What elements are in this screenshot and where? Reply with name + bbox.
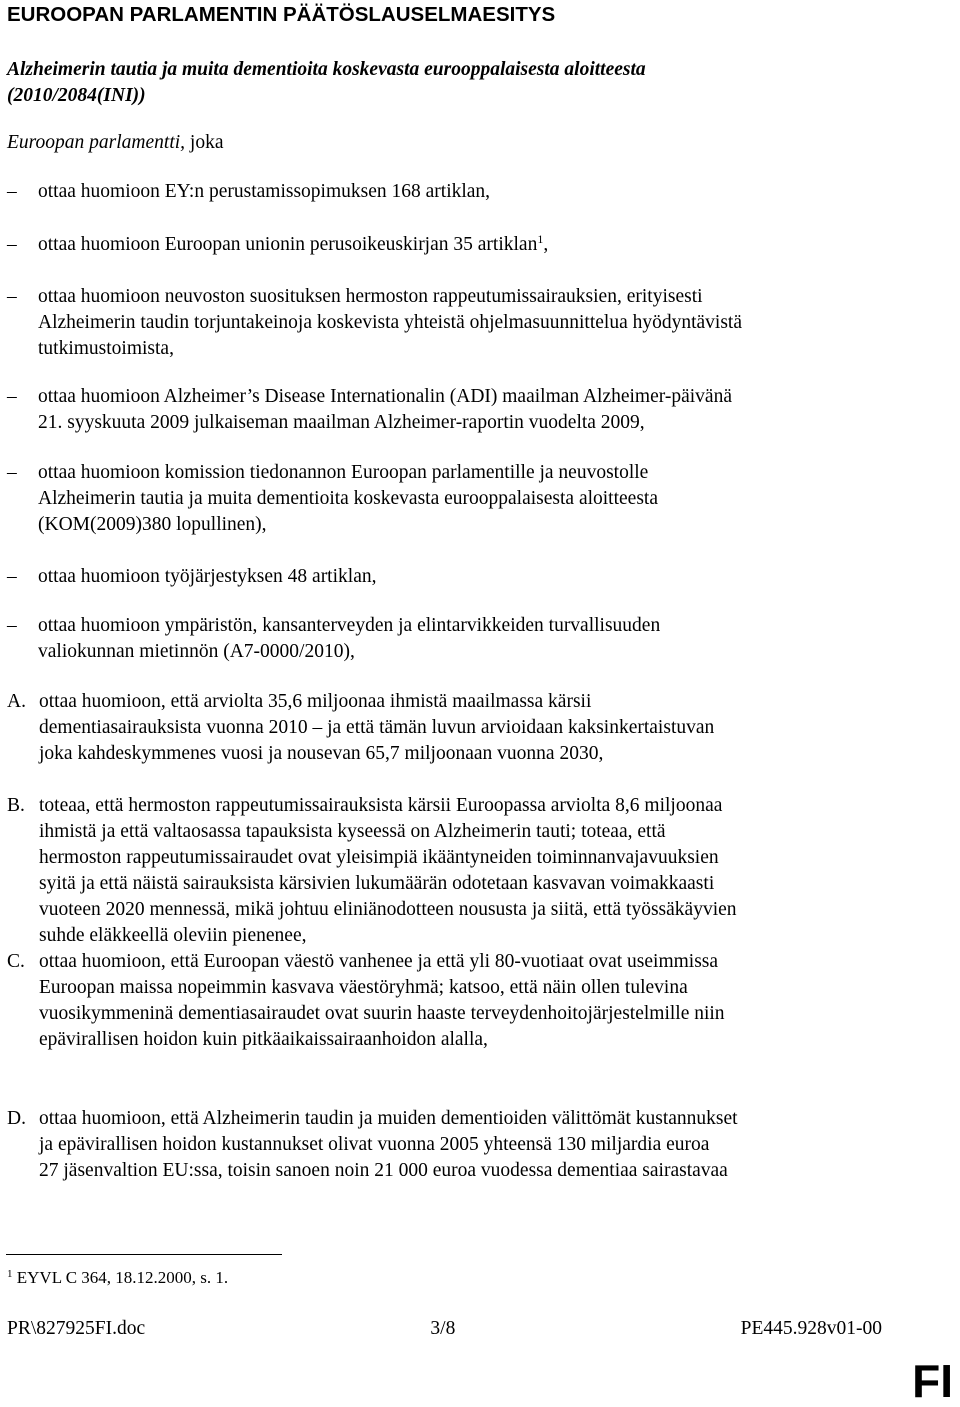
page-footer (7, 1316, 882, 1340)
citation-item (7, 384, 902, 436)
recital-line: toteaa, että hermoston rappeutumissairauksista kärsii Euroopassa arviolta 8,6 miljoonaa (39, 795, 723, 816)
citation-line: ottaa huomioon ympäristön, kansanterveyden ja elintarvikkeiden turvallisuuden (38, 615, 661, 636)
recital-item (7, 949, 902, 1053)
footnote (7, 1267, 607, 1289)
recital-line: 27 jäsenvaltion EU:ssa, toisin sanoen noin 21 000 euroa vuodessa dementiaa sairastavaa (39, 1160, 728, 1181)
footnote-separator (6, 1254, 282, 1255)
citation-line: ottaa huomioon neuvoston suosituksen hermoston rappeutumissairauksien, erityisesti (38, 286, 703, 307)
citation-line: Alzheimerin taudin torjuntakeinoja koskevista yhteistä ohjelmasuunnittelua hyödyntävistä (38, 312, 743, 333)
recital-line: syitä ja että näistä sairauksista kärsivien lukumäärän odotetaan kasvavan voimakkaasti (39, 873, 715, 894)
recital-line: Euroopan maissa nopeimmin kasvava väestöryhmä; katsoo, että näin ollen tulevina (39, 977, 688, 998)
citation-line: ottaa huomioon komission tiedonannon Euroopan parlamentille ja neuvostolle (38, 462, 649, 483)
citation-line: (KOM(2009)380 lopullinen), (38, 514, 267, 535)
citation-item (7, 179, 902, 205)
subtitle-line: Alzheimerin tautia ja muita dementioita koskevasta eurooppalaisesta aloitteesta (7, 59, 646, 80)
dash-marker: – (7, 462, 17, 483)
recital-line: ihmistä ja että valtaosassa tapauksista kyseessä on Alzheimerin tauti; toteaa, että (39, 821, 666, 842)
footnote-number: 1 (7, 1268, 13, 1280)
footer-doc-reference: PR\827925FI.doc (7, 1318, 146, 1339)
citation-line: tutkimustoimista, (38, 338, 174, 359)
recital-item (7, 793, 902, 949)
document-heading: EUROOPAN PARLAMENTIN PÄÄTÖSLAUSELMAESITYS (7, 3, 556, 26)
dash-marker: – (7, 566, 17, 587)
subtitle-procedure-number: (2010/2084(INI)) (7, 85, 146, 106)
recital-line: vuosikymmeninä dementiasairaudet ovat suurin haaste terveydenhoitojärjestelmille niin (39, 1003, 725, 1024)
preamble-intro (7, 130, 887, 156)
citation-item (7, 564, 902, 590)
citation-line: ottaa huomioon työjärjestyksen 48 artiklan, (38, 566, 377, 587)
citation-item (7, 613, 902, 665)
footnote-reference: 1 (537, 232, 544, 246)
recital-line: ottaa huomioon, että Alzheimerin taudin ja muiden dementioiden välittömät kustannukset (39, 1108, 738, 1129)
recital-line: vuoteen 2020 mennessä, mikä johtuu eliniänodotteen noususta ja siitä, että työssäkäyvien (39, 899, 737, 920)
document-subtitle (7, 57, 887, 109)
footnote-text: EYVL C 364, 18.12.2000, s. 1. (16, 1268, 229, 1287)
recital-label: B. (7, 795, 25, 816)
preamble-joka: joka (189, 132, 224, 153)
citation-line: Alzheimerin tautia ja muita dementioita koskevasta eurooppalaisesta aloitteesta (38, 488, 658, 509)
citation-item (7, 460, 902, 538)
recital-line: hermoston rappeutumissairaudet ovat yleisimpiä ikääntyneiden toiminnanvajavuuksien (39, 847, 719, 868)
recital-line: ottaa huomioon, että Euroopan väestö vanhenee ja että yli 80-vuotiaat ovat useimmissa (39, 951, 719, 972)
recital-item (7, 689, 902, 767)
citation-line: valiokunnan mietinnön (A7-0000/2010), (38, 641, 355, 662)
dash-marker: – (7, 181, 17, 202)
recital-line: dementiasairauksista vuonna 2010 – ja että tämän luvun arvioidaan kaksinkertaistuvan (39, 717, 715, 738)
recital-line: ottaa huomioon, että arviolta 35,6 miljoonaa ihmistä maailmassa kärsii (39, 691, 592, 712)
recital-line: suhde eläkkeellä oleviin pienenee, (39, 925, 307, 946)
citation-line: 21. syyskuuta 2009 julkaiseman maailman Alzheimer-raportin vuodelta 2009, (38, 412, 645, 433)
recital-line: epävirallisen hoidon kuin pitkäaikaissairaanhoidon alalla, (39, 1029, 488, 1050)
citation-line: ottaa huomioon EY:n perustamissopimuksen 168 artiklan, (38, 181, 491, 202)
footer-page-number: 3/8 (430, 1318, 456, 1339)
citation-item (7, 284, 902, 362)
recital-label: C. (7, 951, 25, 972)
recital-item (7, 1106, 902, 1184)
recital-label: A. (7, 691, 26, 712)
language-code: FI (912, 1355, 953, 1407)
dash-marker: – (7, 386, 17, 407)
citation-line: ottaa huomioon Euroopan unionin perusoikeuskirjan 35 artiklan (38, 234, 538, 255)
dash-marker: – (7, 615, 17, 636)
recital-line: joka kahdeskymmenes vuosi ja nousevan 65,7 miljoonaan vuonna 2030, (39, 743, 604, 764)
citation-line: ottaa huomioon Alzheimer’s Disease Internationalin (ADI) maailman Alzheimer-päivänä (38, 386, 732, 407)
dash-marker: – (7, 234, 17, 255)
recital-line: ja epävirallisen hoidon kustannukset olivat vuonna 2005 yhteensä 130 miljardia euroa (39, 1134, 710, 1155)
recital-label: D. (7, 1108, 26, 1129)
dash-marker: – (7, 286, 17, 307)
citation-item (7, 232, 902, 258)
preamble-body-name: Euroopan parlamentti, (7, 132, 186, 153)
citation-punctuation: , (543, 234, 549, 255)
footer-version: PE445.928v01-00 (740, 1318, 882, 1339)
